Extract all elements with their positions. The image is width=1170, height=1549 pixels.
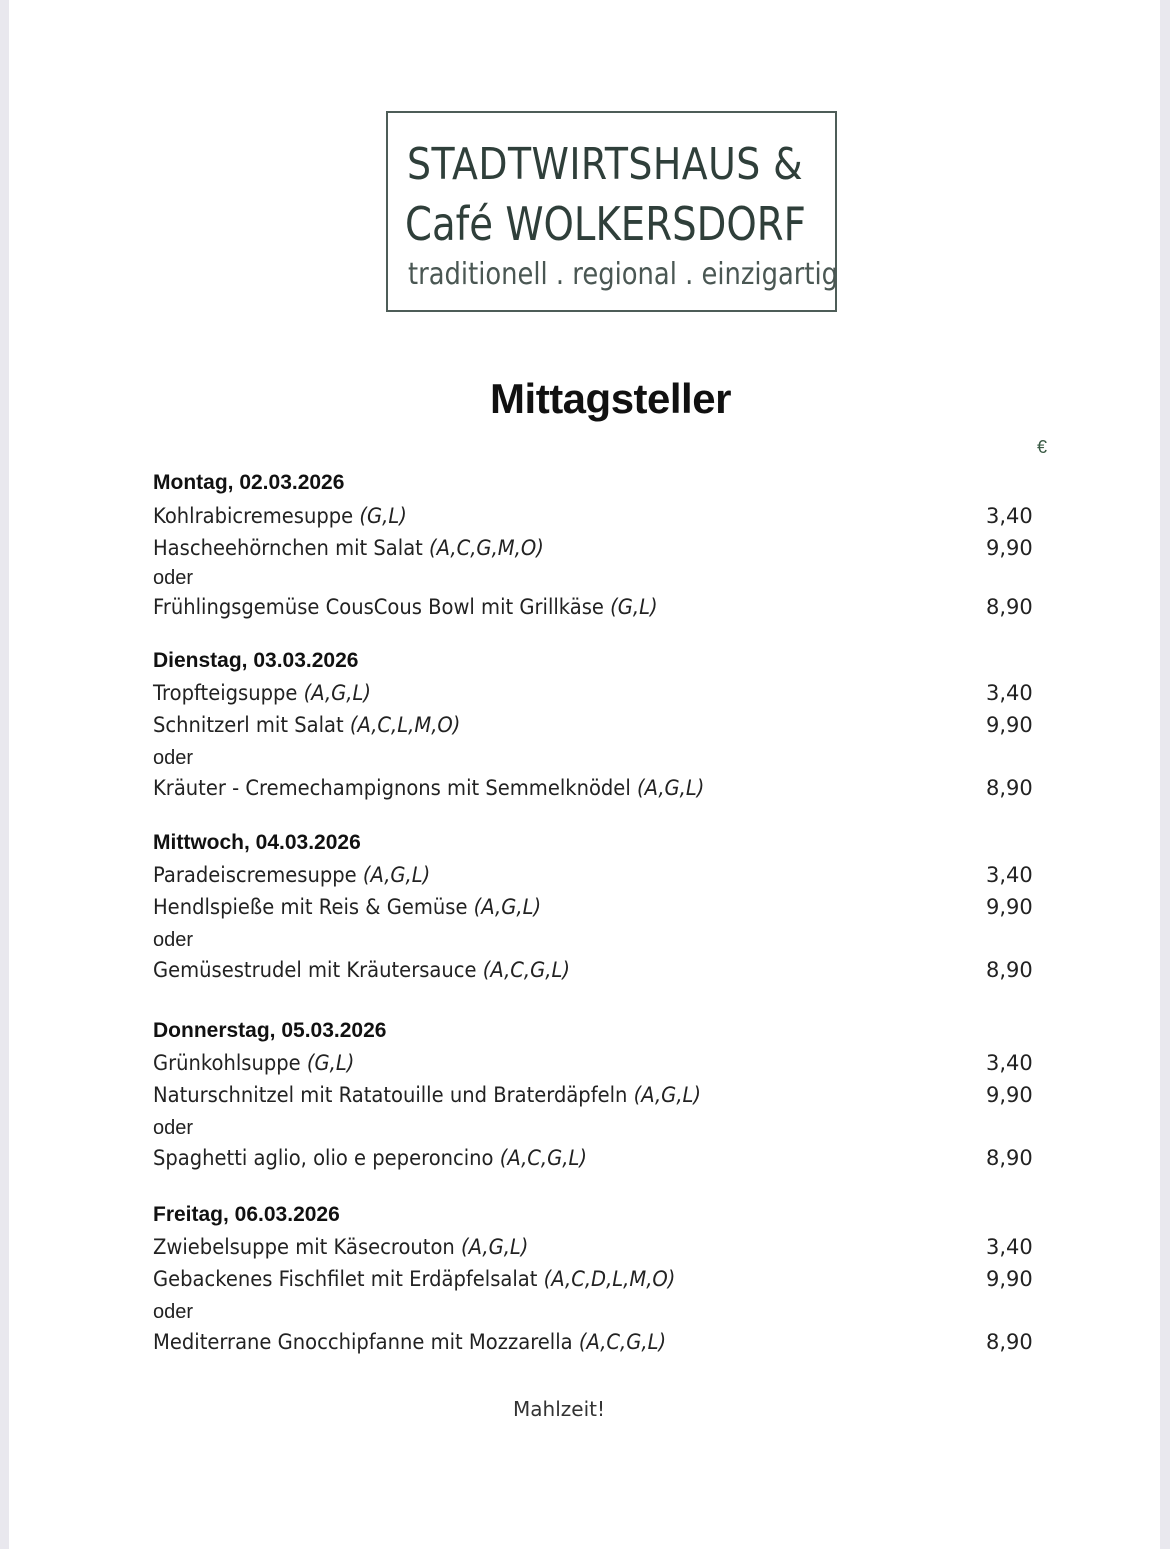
dish-name: Gebackenes Fischfilet mit Erdäpfelsalat — [153, 1267, 538, 1291]
allergen-codes: (A,C,G,M,O) — [429, 536, 544, 560]
dish-name: Grünkohlsuppe — [153, 1051, 301, 1075]
menu-item-main-2 — [153, 1146, 1053, 1176]
allergen-codes: (A,C,L,M,O) — [349, 713, 461, 737]
menu-item-soup — [153, 863, 1053, 893]
menu-item-main-2 — [153, 595, 1053, 625]
dish-name: Hendlspieße mit Reis & Gemüse — [153, 895, 468, 919]
menu-item-main-2 — [153, 958, 1053, 988]
price: 8,90 — [986, 595, 1033, 619]
allergen-codes: (A,G,L) — [633, 1083, 702, 1107]
price: 9,90 — [986, 536, 1033, 560]
dish-name: Zwiebelsuppe mit Käsecrouton — [153, 1235, 455, 1259]
price: 8,90 — [986, 958, 1033, 982]
or-separator: oder — [153, 929, 194, 951]
day-heading: Mittwoch, 04.03.2026 — [153, 831, 361, 854]
dish-name: Gemüsestrudel mit Kräutersauce — [153, 958, 477, 982]
allergen-codes: (A,G,L) — [473, 895, 542, 919]
or-separator: oder — [153, 567, 194, 589]
allergen-codes: (G,L) — [610, 595, 658, 619]
logo-tagline: traditionell . regional . einzigartig — [408, 257, 839, 292]
allergen-codes: (A,C,G,L) — [578, 1330, 667, 1354]
dish-name: Hascheehörnchen mit Salat — [153, 536, 423, 560]
menu-item-soup — [153, 1235, 1053, 1265]
menu-item-main-1 — [153, 536, 1053, 566]
allergen-codes: (A,C,G,L) — [482, 958, 570, 982]
price: 9,90 — [986, 1083, 1033, 1107]
dish-name: Naturschnitzel mit Ratatouille und Braterdäpfeln — [153, 1083, 628, 1107]
price: 3,40 — [986, 681, 1033, 705]
price: 3,40 — [986, 863, 1033, 887]
logo-name-line1: STADTWIRTSHAUS & — [407, 139, 804, 190]
dish-name: Kräuter - Cremechampignons mit Semmelknödel — [153, 776, 631, 800]
logo-name-line2: Café WOLKERSDORF — [405, 197, 806, 251]
footer-greeting: Mahlzeit! — [513, 1397, 605, 1421]
menu-item-main-2 — [153, 776, 1053, 806]
menu-item-soup — [153, 1051, 1053, 1081]
price: 8,90 — [986, 776, 1033, 800]
price: 3,40 — [986, 1235, 1033, 1259]
dish-name: Kohlrabicremesuppe — [153, 504, 354, 528]
menu-page — [9, 0, 1160, 1549]
dish-name: Tropfteigsuppe — [153, 681, 298, 705]
currency-label: € — [1037, 437, 1048, 457]
allergen-codes: (A,G,L) — [303, 681, 372, 705]
allergen-codes: (A,G,L) — [362, 863, 431, 887]
restaurant-logo — [386, 111, 837, 312]
menu-item-soup — [153, 504, 1053, 534]
allergen-codes: (A,C,G,L) — [499, 1146, 587, 1170]
price: 3,40 — [986, 1051, 1033, 1075]
menu-item-soup — [153, 681, 1053, 711]
menu-item-main-1 — [153, 1267, 1053, 1297]
menu-item-main-2 — [153, 1330, 1053, 1360]
or-separator: oder — [153, 1117, 194, 1139]
day-heading: Donnerstag, 05.03.2026 — [153, 1019, 387, 1042]
dish-name: Paradeiscremesuppe — [153, 863, 357, 887]
dish-name: Spaghetti aglio, olio e peperoncino — [153, 1146, 494, 1170]
allergen-codes: (G,L) — [306, 1051, 355, 1075]
price: 9,90 — [986, 713, 1033, 737]
menu-item-main-1 — [153, 895, 1053, 925]
price: 8,90 — [986, 1146, 1033, 1170]
allergen-codes: (A,G,L) — [636, 776, 705, 800]
day-heading: Freitag, 06.03.2026 — [153, 1203, 340, 1226]
price: 9,90 — [986, 1267, 1033, 1291]
or-separator: oder — [153, 747, 194, 769]
menu-item-main-1 — [153, 1083, 1053, 1113]
day-heading: Montag, 02.03.2026 — [153, 471, 345, 494]
menu-item-main-1 — [153, 713, 1053, 743]
page-title: Mittagsteller — [490, 375, 731, 422]
day-heading: Dienstag, 03.03.2026 — [153, 649, 359, 672]
allergen-codes: (G,L) — [359, 504, 407, 528]
price: 8,90 — [986, 1330, 1033, 1354]
allergen-codes: (A,C,D,L,M,O) — [543, 1267, 676, 1291]
or-separator: oder — [153, 1301, 194, 1323]
dish-name: Frühlingsgemüse CousCous Bowl mit Grillkäse — [153, 595, 604, 619]
dish-name: Mediterrane Gnocchipfanne mit Mozzarella — [153, 1330, 573, 1354]
dish-name: Schnitzerl mit Salat — [153, 713, 344, 737]
allergen-codes: (A,G,L) — [461, 1235, 529, 1259]
price: 9,90 — [986, 895, 1033, 919]
price: 3,40 — [986, 504, 1033, 528]
